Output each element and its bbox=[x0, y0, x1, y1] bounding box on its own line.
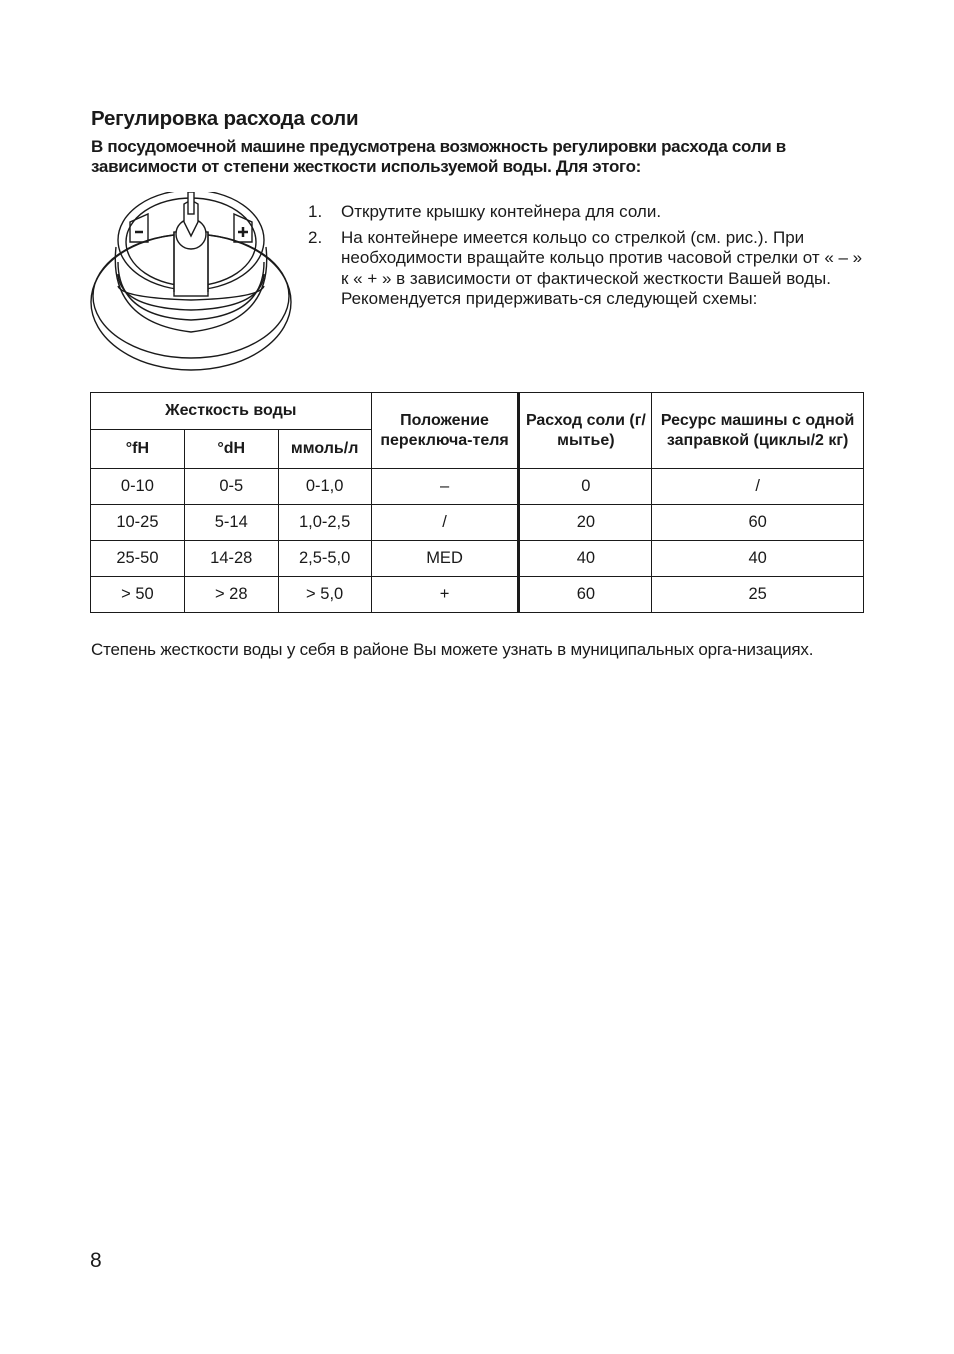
header-mmol: ммоль/л bbox=[278, 430, 371, 469]
section-title: Регулировка расхода соли bbox=[91, 107, 359, 130]
header-switch-position: Положение переключа-теля bbox=[371, 393, 519, 469]
cell-dh: 5-14 bbox=[184, 505, 278, 541]
water-hardness-table bbox=[90, 392, 864, 613]
page-number: 8 bbox=[90, 1249, 102, 1272]
minus-marker bbox=[130, 214, 148, 242]
footer-note: Степень жесткости воды у себя в районе Вы можете узнать в муниципальных орга-низациях. bbox=[91, 640, 814, 659]
instruction-steps bbox=[308, 202, 868, 315]
step-item bbox=[308, 202, 868, 223]
cell-resource: 25 bbox=[652, 577, 864, 613]
table-row bbox=[91, 541, 864, 577]
cell-fh: 0-10 bbox=[91, 469, 185, 505]
cell-dh: > 28 bbox=[184, 577, 278, 613]
cell-mmol: 1,0-2,5 bbox=[278, 505, 371, 541]
step-text: Открутите крышку контейнера для соли. bbox=[341, 202, 662, 221]
cell-salt: 20 bbox=[519, 505, 652, 541]
cell-dh: 0-5 bbox=[184, 469, 278, 505]
step-item bbox=[308, 228, 868, 310]
cell-resource: / bbox=[652, 469, 864, 505]
table-row bbox=[91, 577, 864, 613]
cell-mmol: 2,5-5,0 bbox=[278, 541, 371, 577]
header-machine-resource: Ресурс машины с одной заправкой (циклы/2 кг) bbox=[652, 393, 864, 469]
header-salt-consumption: Расход соли (г/мытье) bbox=[519, 393, 652, 469]
header-fh: °fH bbox=[91, 430, 185, 469]
table-row bbox=[91, 469, 864, 505]
cell-resource: 40 bbox=[652, 541, 864, 577]
cell-switch: / bbox=[371, 505, 519, 541]
header-dh: °dH bbox=[184, 430, 278, 469]
cell-salt: 40 bbox=[519, 541, 652, 577]
intro-paragraph: В посудомоечной машине предусмотрена возможность регулировки расхода соли в зависимости от степени жесткости используемой воды. Для этого: bbox=[91, 137, 786, 176]
header-water-hardness: Жесткость воды bbox=[91, 393, 372, 430]
step-number: 1. bbox=[308, 202, 323, 221]
cell-fh: > 50 bbox=[91, 577, 185, 613]
table-row bbox=[91, 505, 864, 541]
cell-mmol: 0-1,0 bbox=[278, 469, 371, 505]
salt-container-illustration bbox=[88, 192, 294, 372]
cell-resource: 60 bbox=[652, 505, 864, 541]
cell-fh: 10-25 bbox=[91, 505, 185, 541]
cell-salt: 0 bbox=[519, 469, 652, 505]
step-number: 2. bbox=[308, 227, 323, 247]
step-text: На контейнере имеется кольцо со стрелкой (см. рис.). При необходимости вращайте кольцо против часовой стрелки от « – » к « + » в зависимости от фактической жесткости Вашей воды. Рекомендуется придерживать-ся следующей схемы: bbox=[341, 227, 863, 308]
cell-switch: – bbox=[371, 469, 519, 505]
cell-salt: 60 bbox=[519, 577, 652, 613]
cell-dh: 14-28 bbox=[184, 541, 278, 577]
cell-mmol: > 5,0 bbox=[278, 577, 371, 613]
cell-switch: MED bbox=[371, 541, 519, 577]
cell-fh: 25-50 bbox=[91, 541, 185, 577]
cell-switch: + bbox=[371, 577, 519, 613]
